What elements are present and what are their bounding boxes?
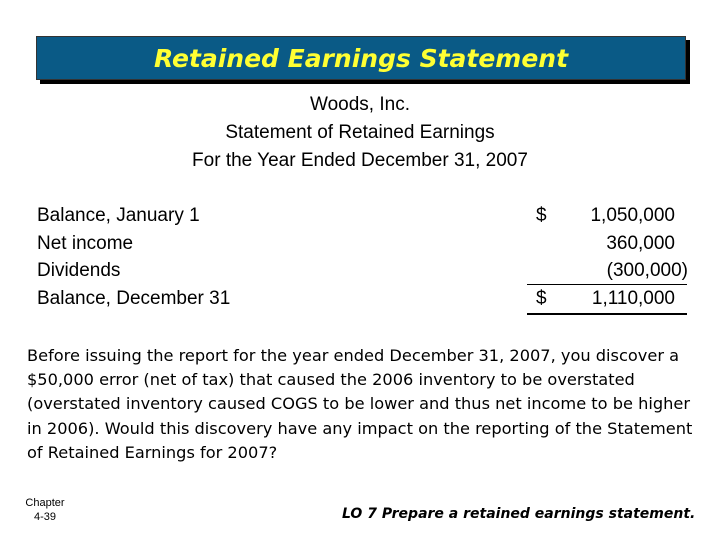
total-rule <box>527 313 687 315</box>
learning-objective: LO 7 Prepare a retained earnings statement. <box>342 506 696 522</box>
row-currency: $ <box>536 205 547 226</box>
question-text: Before issuing the report for the year ended December 31, 2007, you discover a $50,000 error (net of tax) that caused the 2006 inventory to be overstated (overstated inventory caused COGS to be lower and thus net income to be higher in 2006). Would this discovery have any impact on the reporting of the Statement of Retained Earnings for 2007? <box>27 346 693 462</box>
chapter-label <box>20 496 70 524</box>
chapter-text: Chapter <box>25 497 65 509</box>
row-label: Net income <box>37 233 134 254</box>
statement-period: For the Year Ended December 31, 2007 <box>192 150 528 171</box>
row-amount: (300,000) <box>606 260 688 281</box>
row-label: Balance, December 31 <box>37 288 231 309</box>
statement-name: Statement of Retained Earnings <box>225 122 495 143</box>
subtotal-rule <box>527 284 687 285</box>
row-currency: $ <box>536 288 547 309</box>
page-number: 4-39 <box>33 511 57 523</box>
title-bar <box>36 36 686 80</box>
row-amount: 1,050,000 <box>590 205 675 226</box>
row-label: Dividends <box>37 260 121 281</box>
row-label: Balance, January 1 <box>37 205 200 226</box>
row-amount: 1,110,000 <box>591 288 675 309</box>
company-name: Woods, Inc. <box>310 94 410 115</box>
row-amount: 360,000 <box>606 233 675 254</box>
slide-title: Retained Earnings Statement <box>153 43 569 73</box>
